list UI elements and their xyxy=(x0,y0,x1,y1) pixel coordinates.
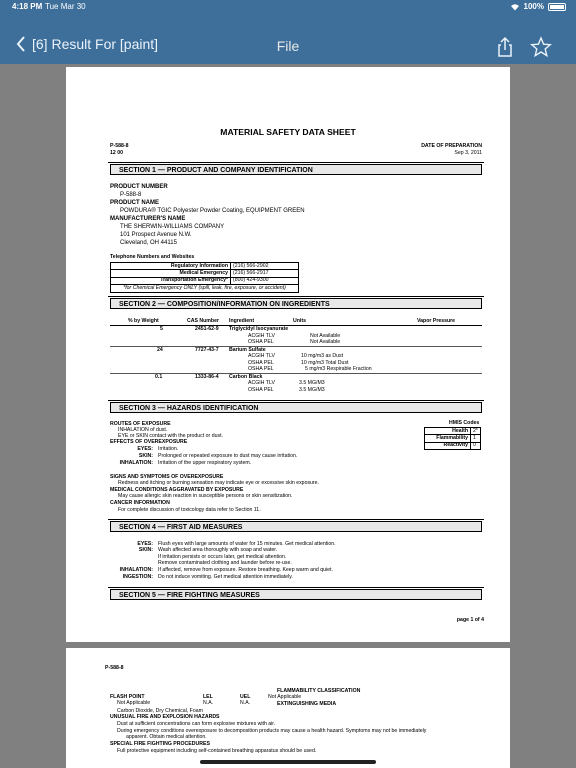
comp-limit-key: OSHA PEL xyxy=(248,366,274,372)
routes-line: INHALATION of dust. xyxy=(118,427,168,433)
hmis-key: Reactivity xyxy=(425,442,471,449)
effect-key: EYES: xyxy=(137,446,153,452)
divider xyxy=(110,373,482,374)
hmis-value: 0 xyxy=(471,442,481,449)
unusual-line: During emergency conditions overexposure to decomposition products may cause a health hazard. Symptoms may not be immediately xyxy=(117,728,427,734)
section-3-header: SECTION 3 — HAZARDS IDENTIFICATION xyxy=(110,402,482,413)
aid-value: Do not induce vomiting. Get medical attention immediately. xyxy=(158,574,293,580)
battery-icon xyxy=(548,3,566,11)
routes-label: ROUTES OF EXPOSURE xyxy=(110,421,171,427)
page-number: page 1 of 4 xyxy=(456,617,484,623)
aid-key: EYES: xyxy=(137,541,153,547)
comp-limit-key: OSHA PEL xyxy=(248,339,274,345)
signs-label: SIGNS AND SYMPTOMS OF OVEREXPOSURE xyxy=(110,474,224,480)
aid-value: If affected, remove from exposure. Restore breathing. Keep warm and quiet. xyxy=(158,567,333,573)
extinguishing-label: EXTINGUISHING MEDIA xyxy=(277,701,337,707)
aid-value: Flush eyes with large amounts of water for 15 minutes. Get medical attention. xyxy=(158,541,336,547)
back-button-label: [6] Result For [paint] xyxy=(32,36,159,52)
table-row xyxy=(111,263,299,270)
home-indicator[interactable] xyxy=(200,760,376,764)
tel-note: *for Chemical Emergency ONLY (spill, leak, fire, exposure, or accident) xyxy=(111,285,299,292)
share-icon[interactable] xyxy=(494,36,516,58)
comp-header-cas: CAS Number xyxy=(187,318,219,324)
star-icon[interactable] xyxy=(530,36,552,58)
aid-value: If irritation persists or occurs later, get medical attention. xyxy=(158,554,287,560)
hmis-table xyxy=(424,427,481,450)
tel-label: Regulatory Information xyxy=(111,263,231,270)
document-page-1[interactable] xyxy=(66,67,510,642)
date-value: Sep 3, 2011 xyxy=(454,150,482,156)
tel-value: (216) 566-2902 xyxy=(231,263,299,270)
comp-limit-value: 5 mg/m3 Respirable Fraction xyxy=(305,366,372,372)
aid-key: SKIN: xyxy=(138,547,153,553)
effect-key: SKIN: xyxy=(138,453,153,459)
aid-value: Wash affected area thoroughly with soap and water. xyxy=(158,547,278,553)
comp-header-units: Units xyxy=(293,318,306,324)
comp-header-vapor: Vapor Pressure xyxy=(417,318,456,324)
uel-label: UEL xyxy=(240,694,251,700)
comp-limit-value: Not Available xyxy=(310,339,341,345)
aid-key: INHALATION: xyxy=(119,567,153,573)
unusual-hazards-label: UNUSUAL FIRE AND EXPLOSION HAZARDS xyxy=(110,714,220,720)
comp-limit-key: ACGIH TLV xyxy=(248,333,275,339)
manufacturer-line: Cleveland, OH 44115 xyxy=(120,240,177,246)
tel-value: (216) 566-2917 xyxy=(231,270,299,277)
tel-label: Medical Emergency xyxy=(111,270,231,277)
comp-limit-value: 3.5 MG/M3 xyxy=(299,380,325,386)
uel-value: N.A. xyxy=(240,700,251,706)
special-procedures-text: Full protective equipment including self-contained breathing apparatus should be used. xyxy=(117,748,317,754)
hmis-title: HMIS Codes xyxy=(449,420,480,426)
status-date: Tue Mar 30 xyxy=(45,2,86,11)
doc-title: MATERIAL SAFETY DATA SHEET xyxy=(220,127,356,137)
status-bar xyxy=(0,0,576,14)
section-5-header: SECTION 5 — FIRE FIGHTING MEASURES xyxy=(110,589,482,600)
cancer-text: For complete discussion of toxicology data refer to Section 11. xyxy=(118,507,261,513)
table-row xyxy=(111,270,299,277)
flammability-value: Not Applicable xyxy=(268,694,302,700)
aid-value: Remove contaminated clothing and launder before re-use. xyxy=(158,560,292,566)
comp-cas: 7727-43-7 xyxy=(195,347,219,353)
product-name: POWDURA® TGIC Polyester Powder Coating, EQUIPMENT GREEN xyxy=(120,208,305,214)
table-row xyxy=(111,285,299,292)
nav-title: File xyxy=(276,38,300,54)
section-2-header: SECTION 2 — COMPOSITION/INFORMATION ON INGREDIENTS xyxy=(110,298,482,309)
status-time: 4:18 PM xyxy=(12,2,43,11)
flammability-class-label: FLAMMABILITY CLASSIFICATION xyxy=(277,688,361,694)
section-1-header: SECTION 1 — PRODUCT AND COMPANY IDENTIFICATION xyxy=(110,164,482,175)
back-button[interactable] xyxy=(16,36,158,52)
comp-cas: 1333-86-4 xyxy=(195,374,219,380)
comp-limit-key: ACGIH TLV xyxy=(248,353,275,359)
tel-value: (800) 424-9300 xyxy=(231,277,299,284)
divider xyxy=(110,325,482,326)
telephone-table xyxy=(110,262,299,293)
aggravated-text: May cause allergic skin reaction in susceptible persons or skin sensitization. xyxy=(118,493,293,499)
effect-value: Prolonged or repeated exposure to dust may cause irritation. xyxy=(158,453,298,459)
effect-value: Irritation of the upper respiratory system. xyxy=(158,460,252,466)
comp-ingredient: Triglycidyl Isocyanurate xyxy=(229,326,289,332)
hmis-key: Health xyxy=(425,428,471,435)
comp-limit-key: OSHA PEL xyxy=(248,387,274,393)
signs-text: Redness and itching or burning sensation may indicate eye or excessive skin exposure. xyxy=(118,480,319,486)
effects-label: EFFECTS OF OVEREXPOSURE xyxy=(110,439,188,445)
special-procedures-label: SPECIAL FIRE FIGHTING PROCEDURES xyxy=(110,741,210,747)
routes-line: EYE or SKIN contact with the product or dust. xyxy=(118,433,223,439)
section-4-header: SECTION 4 — FIRST AID MEASURES xyxy=(110,521,482,532)
aid-key: INGESTION: xyxy=(122,574,153,580)
tel-label: Transportation Emergency* xyxy=(111,277,231,284)
unusual-line: Dust at sufficient concentrations can form explosive mixtures with air. xyxy=(117,721,276,727)
cancer-label: CANCER INFORMATION xyxy=(110,500,170,506)
flash-point-value: Not Applicable xyxy=(117,700,151,706)
unusual-line: apparent. Obtain medical attention. xyxy=(126,734,207,740)
comp-ingredient: Barium Sulfate xyxy=(229,347,266,353)
battery-percent: 100% xyxy=(523,2,544,11)
document-page-2[interactable] xyxy=(66,648,510,768)
tel-heading: Telephone Numbers and Websites xyxy=(110,254,195,260)
table-row xyxy=(111,277,299,284)
wifi-icon xyxy=(510,3,520,11)
chevron-left-icon xyxy=(16,36,26,52)
lel-label: LEL xyxy=(203,694,213,700)
product-name-label: PRODUCT NAME xyxy=(110,200,159,206)
date-label: DATE OF PREPARATION xyxy=(421,143,482,149)
comp-limit-value: 3.5 MG/M3 xyxy=(299,387,325,393)
page2-code: P-588-8 xyxy=(105,665,124,671)
lel-value: N.A. xyxy=(203,700,214,706)
table-row xyxy=(425,442,481,449)
comp-header-ingredient: Ingredient xyxy=(229,318,255,324)
comp-header-weight: % by Weight xyxy=(128,318,159,324)
table-row xyxy=(425,428,481,435)
comp-pct: 0.1 xyxy=(155,374,163,380)
extinguishing-text: Carbon Dioxide, Dry Chemical, Foam xyxy=(117,708,203,714)
comp-limit-key: ACGIH TLV xyxy=(248,380,275,386)
product-number-label: PRODUCT NUMBER xyxy=(110,184,168,190)
status-right xyxy=(510,2,566,11)
flash-point-label: FLASH POINT xyxy=(110,694,145,700)
product-number: P-588-8 xyxy=(120,192,142,198)
comp-ingredient: Carbon Black xyxy=(229,374,263,380)
hmis-value: 1 xyxy=(471,435,481,442)
table-row xyxy=(425,435,481,442)
comp-limit-value: 10 mg/m3 Total Dust xyxy=(301,360,349,366)
comp-limit-value: 10 mg/m3 as Dust xyxy=(301,353,344,359)
comp-limit-key: OSHA PEL xyxy=(248,360,274,366)
comp-limit-value: Not Available xyxy=(310,333,341,339)
hmis-key: Flammability xyxy=(425,435,471,442)
effect-value: Irritation. xyxy=(158,446,179,452)
navigation-bar xyxy=(0,0,576,64)
manufacturer-line: THE SHERWIN-WILLIAMS COMPANY xyxy=(120,224,225,230)
nav xyxy=(0,28,576,64)
comp-cas: 2451-62-9 xyxy=(195,326,219,332)
hmis-value: 2* xyxy=(471,428,481,435)
doc-code-2: 12 00 xyxy=(110,150,123,156)
effect-key: INHALATION: xyxy=(119,460,153,466)
comp-pct: 5 xyxy=(160,326,163,332)
aggravated-label: MEDICAL CONDITIONS AGGRAVATED BY EXPOSURE xyxy=(110,487,244,493)
manufacturer-line: 101 Prospect Avenue N.W. xyxy=(120,232,192,238)
comp-pct: 24 xyxy=(157,347,163,353)
divider xyxy=(110,346,482,347)
manufacturer-label: MANUFACTURER'S NAME xyxy=(110,216,186,222)
doc-code: P-588-8 xyxy=(110,143,129,149)
